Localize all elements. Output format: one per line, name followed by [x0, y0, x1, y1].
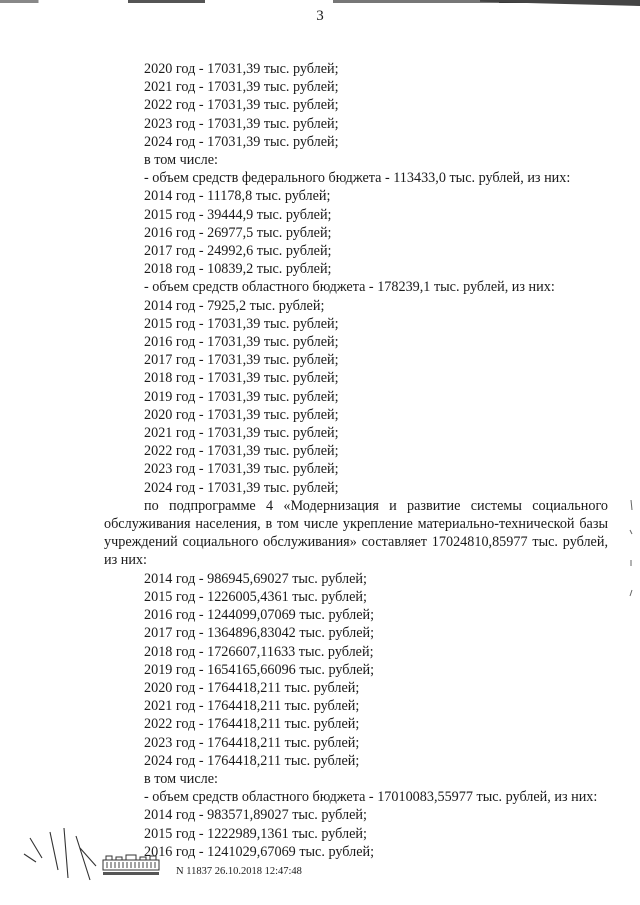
- funding-line: 2022 год - 17031,39 тыс. рублей;: [144, 97, 339, 114]
- funding-line: 2024 год - 17031,39 тыс. рублей;: [144, 133, 339, 150]
- scan-margin-marks: [626, 500, 636, 620]
- funding-line: 2015 год - 1222989,1361 тыс. рублей;: [144, 825, 367, 842]
- funding-line: 2018 год - 17031,39 тыс. рублей;: [144, 370, 339, 387]
- funding-line: 2020 год - 17031,39 тыс. рублей;: [144, 406, 339, 423]
- funding-line: 2019 год - 1654165,66096 тыс. рублей;: [144, 661, 375, 678]
- funding-line: в том числе:: [144, 152, 218, 169]
- funding-line: 2023 год - 17031,39 тыс. рублей;: [144, 115, 339, 132]
- funding-line: 2020 год - 1764418,211 тыс. рублей;: [144, 679, 360, 696]
- funding-line: 2019 год - 17031,39 тыс. рублей;: [144, 388, 339, 405]
- funding-lines-block-1: [104, 60, 608, 497]
- funding-line: в том числе:: [144, 770, 218, 787]
- funding-line: 2014 год - 983571,89027 тыс. рублей;: [144, 807, 367, 824]
- scan-corner-artifact: [480, 0, 640, 6]
- funding-line: 2017 год - 1364896,83042 тыс. рублей;: [144, 625, 375, 642]
- funding-line: 2015 год - 1226005,4361 тыс. рублей;: [144, 588, 367, 605]
- document-body: [104, 60, 608, 861]
- funding-line: 2024 год - 1764418,211 тыс. рублей;: [144, 752, 360, 769]
- registration-stamp: N 11837 26.10.2018 12:47:48: [176, 866, 302, 877]
- regional-budget-paragraph: - объем средств областного бюджета - 17010083,55977 тыс. рублей, из них:: [144, 789, 598, 806]
- funding-line: 2020 год - 17031,39 тыс. рублей;: [144, 61, 339, 77]
- funding-line: 2014 год - 986945,69027 тыс. рублей;: [144, 570, 367, 587]
- funding-lines-block-3: [104, 806, 608, 861]
- funding-line: 2023 год - 17031,39 тыс. рублей;: [144, 461, 339, 478]
- funding-line: 2015 год - 17031,39 тыс. рублей;: [144, 315, 339, 332]
- funding-line: 2021 год - 17031,39 тыс. рублей;: [144, 425, 339, 442]
- funding-line: 2016 год - 17031,39 тыс. рублей;: [144, 334, 339, 351]
- subprogram-4-paragraph: по подпрограмме 4 «Модернизация и развитие системы социального обслуживания населения, в том числе укрепление материально-технической базы учреждений социального обслуживания» составляет 17024810,85977 тыс. рублей, из них:: [104, 497, 608, 569]
- funding-line: - объем средств областного бюджета - 178239,1 тыс. рублей, из них:: [144, 279, 555, 296]
- funding-line: 2021 год - 17031,39 тыс. рублей;: [144, 79, 339, 96]
- funding-line: 2016 год - 1241029,67069 тыс. рублей;: [144, 843, 375, 860]
- funding-line: 2018 год - 10839,2 тыс. рублей;: [144, 261, 332, 278]
- funding-line: 2016 год - 1244099,07069 тыс. рублей;: [144, 607, 375, 624]
- funding-line: 2021 год - 1764418,211 тыс. рублей;: [144, 698, 360, 715]
- archive-logo-icon: [102, 852, 160, 876]
- funding-line: 2018 год - 1726607,11633 тыс. рублей;: [144, 643, 374, 660]
- funding-line: 2022 год - 1764418,211 тыс. рублей;: [144, 716, 360, 733]
- funding-line: 2015 год - 39444,9 тыс. рублей;: [144, 206, 332, 223]
- funding-lines-block-2: [104, 570, 608, 788]
- pen-marks: [20, 818, 104, 888]
- funding-line: 2017 год - 24992,6 тыс. рублей;: [144, 243, 332, 260]
- funding-line: 2017 год - 17031,39 тыс. рублей;: [144, 352, 339, 369]
- page-number: 3: [316, 8, 324, 24]
- funding-line: 2024 год - 17031,39 тыс. рублей;: [144, 479, 339, 496]
- funding-line: 2014 год - 7925,2 тыс. рублей;: [144, 297, 325, 314]
- funding-line: 2014 год - 11178,8 тыс. рублей;: [144, 188, 331, 205]
- funding-line: 2016 год - 26977,5 тыс. рублей;: [144, 224, 332, 241]
- funding-line: 2022 год - 17031,39 тыс. рублей;: [144, 443, 339, 460]
- funding-line: - объем средств федерального бюджета - 113433,0 тыс. рублей, из них:: [144, 170, 571, 187]
- funding-line: 2023 год - 1764418,211 тыс. рублей;: [144, 734, 360, 751]
